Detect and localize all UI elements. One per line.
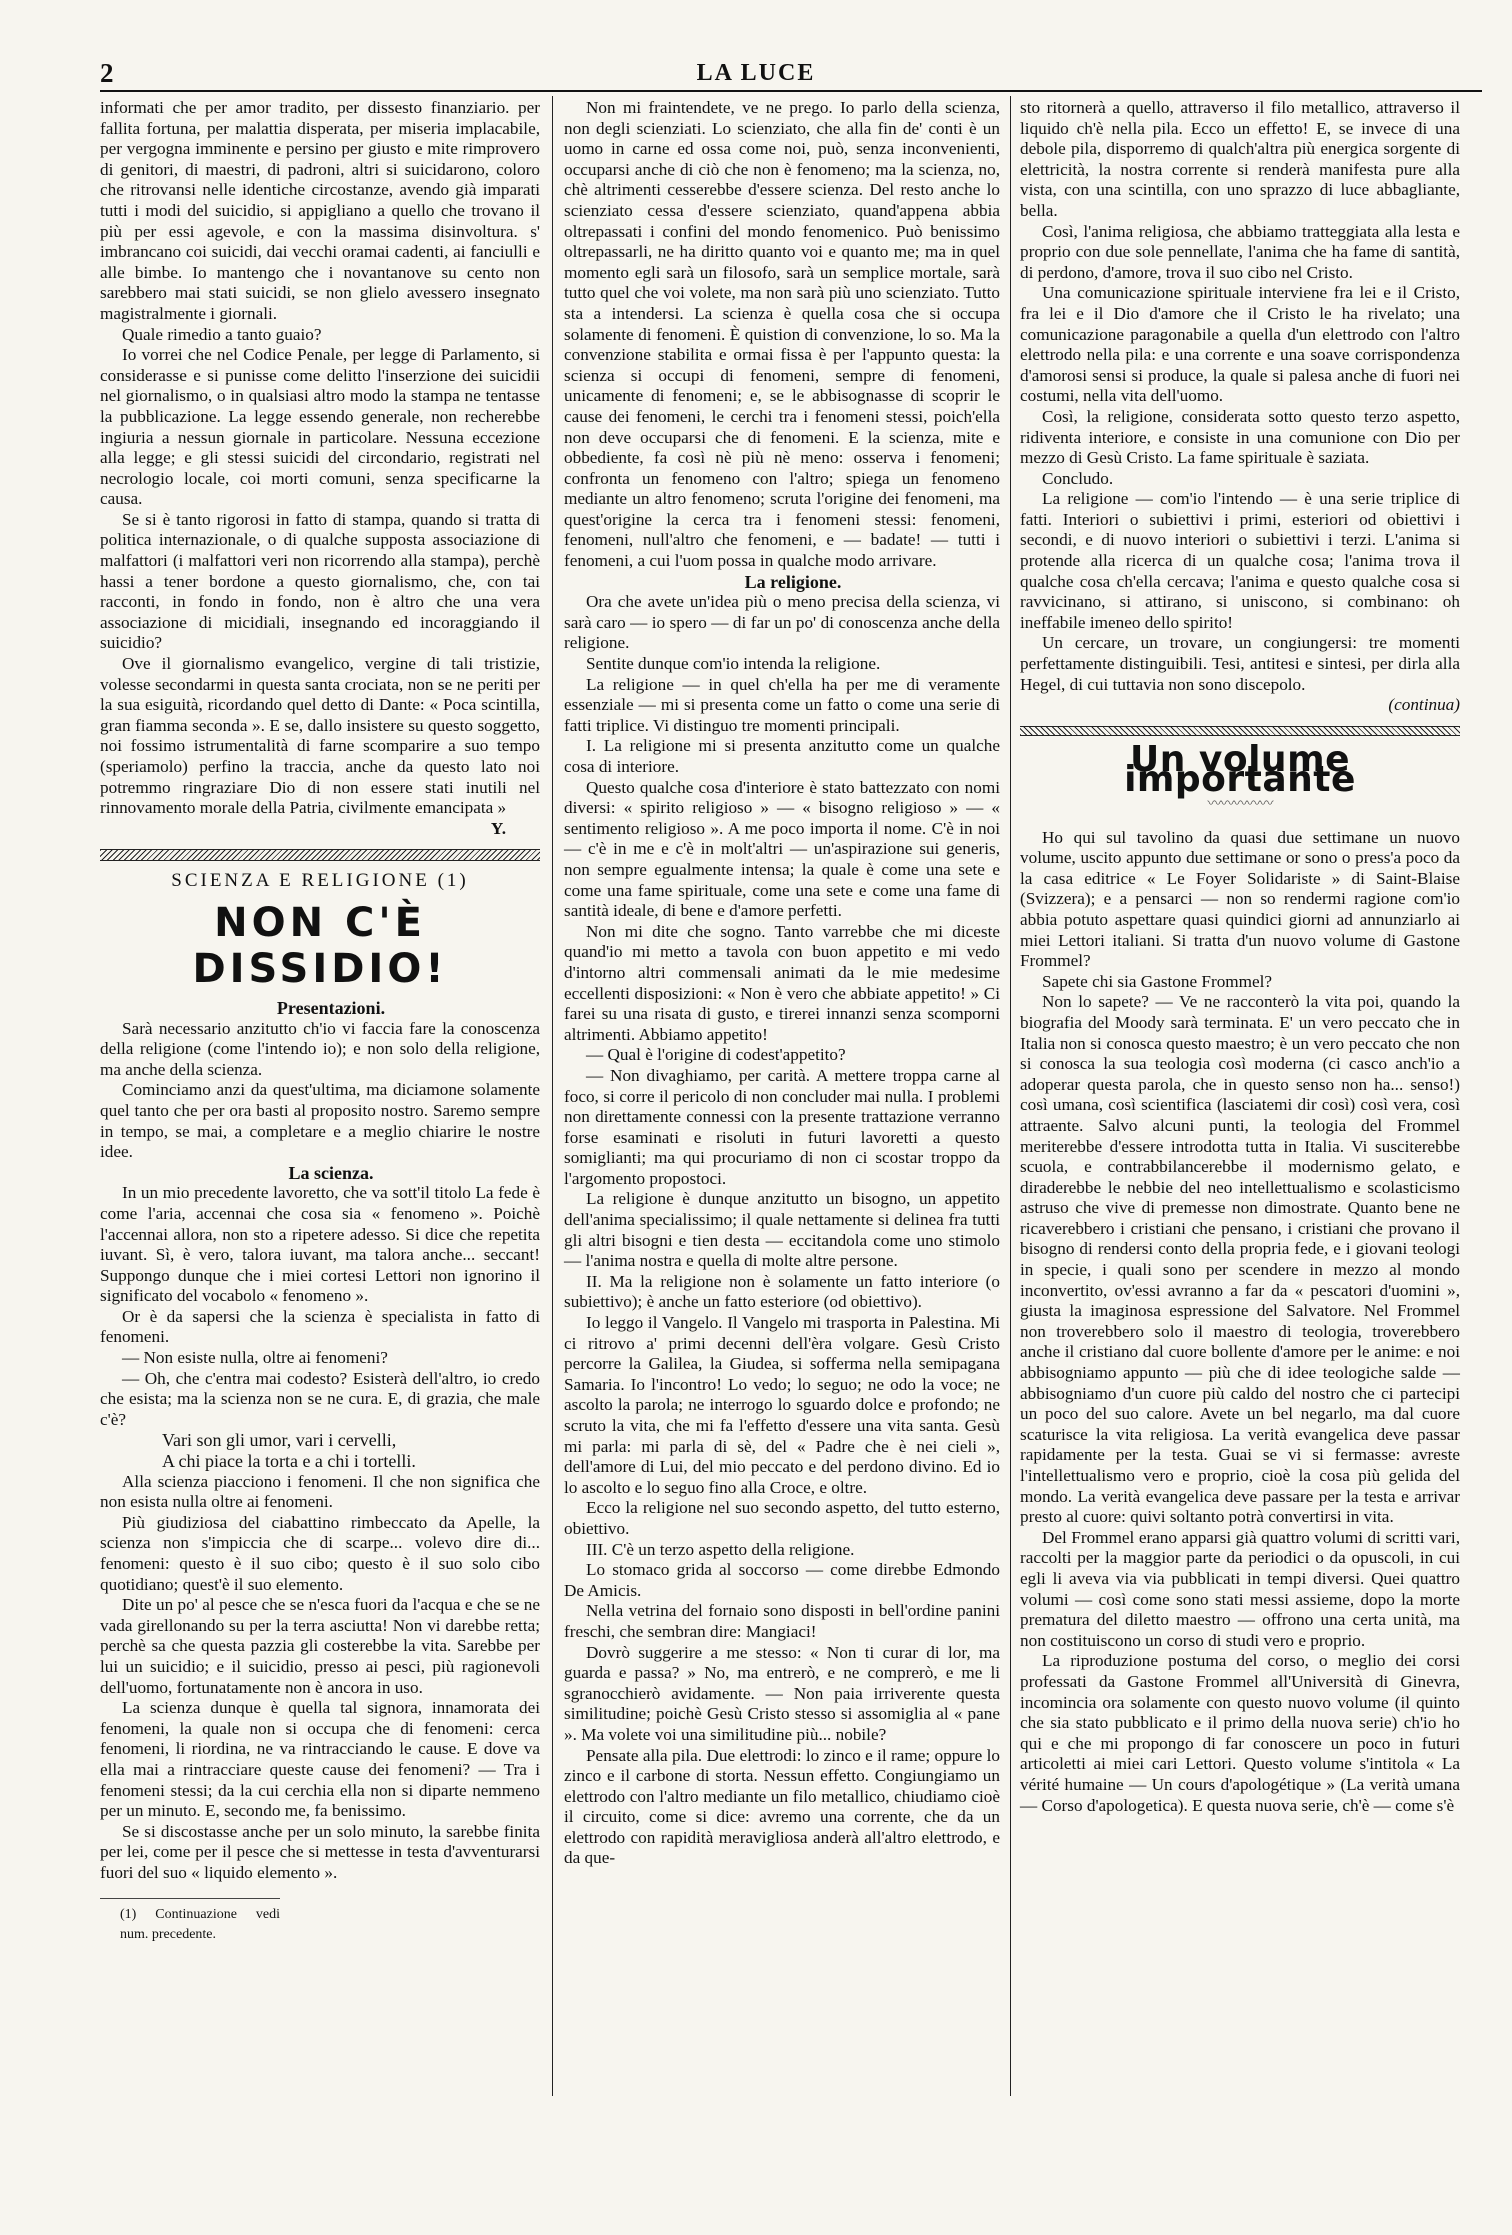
paragraph: Se si discostasse anche per un solo minuto, la sarebbe finita per lei, come per il pesce che si mettesse in testa d'avventurarsi fuori del suo « liquido elemento ». (100, 1821, 540, 1882)
paragraph: Dite un po' al pesce che se n'esca fuori da l'acqua e che se ne vada girellonando su per la terra asciutta! Non vi darebbe retta; perchè sa che questa pazzia gli costerebbe la vita. Sarebbe per lui un suicidio; e il suicidio, presso ai pesci, più ragionevoli dell'uomo, fortunatamente non è ancora in uso. (100, 1595, 540, 1697)
paragraph: Dovrò suggerire a me stesso: « Non ti curar di lor, ma guarda e passa? » No, ma entrerò, e ne comprerò, e me li sgranocchierò avidamente. — Non paia irriverente questa similitudine; poichè Gesù Cristo stesso si assomiglia al « pane ». Ma volete voi una similitudine più... nobile? (564, 1642, 1000, 1744)
paragraph: II. Ma la religione non è solamente un fatto interiore (o subiettivo); è anche un fatto esteriore (od obiettivo). (564, 1271, 1000, 1312)
paragraph: informati che per amor tradito, per dissesto finanziario. per fallita fortuna, per malattia disperata, per miseria implacabile, per vergogna imminente e persino per giusto e mite rimprovero di genitori, di maestri, di padroni, altri si suicidarono, coloro che ritrovansi nelle identiche circostanze, avendo già imparati tutti i modi del suicidio, si appigliano a quello che trovano il più per essi agevole, e con la massima disinvoltura. s' imbrancano coi suicidi, dai vecchi oramai cadenti, ai fanciulli e alle bimbe. Io mantengo che i novantanove su cento non sarebbero mai stati suicidi, se non glielo avessero insegnato magistralmente i giornali. (100, 98, 540, 323)
article-kicker: SCIENZA E RELIGIONE (1) (171, 870, 469, 892)
column-1 (100, 98, 540, 1946)
paragraph: La religione — com'io l'intendo — è una serie triplice di fatti. Interiori o subiettivi i primi, esteriori od obiettivi i secondi, e di nuovo interiori o subiettivi i terzi. L'anima si protende alla ricerca di un qualche cosa; l'anima trova il qualche cosa ch'ella cercava; l'anima e questo qualche cosa si ravvicinano, si attirano, si uniscono, si combinano: oh ineffabile imeneo dello spirito! (1020, 489, 1460, 632)
continued-note: (continua) (1388, 695, 1460, 715)
subheading: La scienza. (288, 1162, 374, 1183)
paragraph: Quale rimedio a tanto guaio? (122, 324, 322, 344)
paragraph: Così, l'anima religiosa, che abbiamo tratteggiata alla lesta e proprio con due sole pennellate, l'anima che ha fame di santità, di perdono, d'amore, trova il suo cibo nel Cristo. (1020, 221, 1460, 282)
masthead: LA LUCE (696, 60, 816, 86)
paragraph: Ora che avete un'idea più o meno precisa della scienza, vi sarà caro — io spero — di far un po' di conoscenza anche della religione. (564, 592, 1000, 653)
paragraph: La religione è dunque anzitutto un bisogno, un appetito dell'anima specialissimo; il quale nettamente si delinea fra tutti gli altri bisogni e tien desta — eccitandola come uno stimolo — l'anima nostra e quella di molte altre persone. (564, 1189, 1000, 1271)
paragraph: sto ritornerà a quello, attraverso il filo metallico, attraverso il liquido ch'è nella pila. Ecco un effetto! E, se invece di una debole pila, disporremo di qualch'altra più energica sorgente di elettricità, la nostra corrente si renderà manifesta pure alla vista, con una scintilla, con uno sprazzo di luce abbagliante, bella. (1020, 98, 1460, 220)
ornamental-rule (1020, 726, 1460, 736)
paragraph: — Oh, che c'entra mai codesto? Esisterà dell'altro, io credo che esista; ma la scienza non se ne cura. E, di grazia, che male c'è? (100, 1368, 540, 1429)
paragraph: III. C'è un terzo aspetto della religione. (586, 1539, 855, 1559)
ornamental-rule (100, 849, 540, 861)
paragraph: Sentite dunque com'io intenda la religione. (586, 654, 881, 674)
paragraph: Più giudiziosa del ciabattino rimbeccato da Apelle, la scienza non s'impiccia che di scarpe... volevo dire di... fenomeni: questo è il suo cibo; questo è il suo solo cibo quotidiano; quest'è il suo elemento. (100, 1512, 540, 1594)
paragraph: Non mi dite che sogno. Tanto varrebbe che mi diceste quand'io mi metto a tavola con buon appetito e mi vedo d'intorno altri commensali animati da le mie medesime eccellenti disposizioni: « Non è vero che abbiate appetito! » Ci farei su una risata di gusto, e tirerei innanzi senza scomporni altrimenti. Abbiamo appetito! (564, 921, 1000, 1044)
subheading: La religione. (744, 571, 842, 592)
column-divider (1010, 96, 1011, 2096)
verse-line: A chi piace la torta e a chi i tortelli. (162, 1451, 416, 1472)
paragraph: Ho qui sul tavolino da quasi due settimane un nuovo volume, uscito appunto due settimane or sono o press'a poco da la casa editrice « Le Foyer Solidariste » di Saint-Blaise (Svizzera); e a pensarci — non so rendermi ragione com'io abbia potuto aspettare quasi quindici giorni ad annunziarlo ai miei Lettori italiani. Si tratta d'un nuovo volume di Gastone Frommel? (1020, 827, 1460, 971)
paragraph: Del Frommel erano apparsi già quattro volumi di scritti vari, raccolti per la maggior parte da periodici o da opuscoli, in cui egli li aveva via via pubblicati in tempi diversi. Quei quattro volumi — così come sono stati messi assieme, dopo la morte prematura del diletto maestro — offrono una certa unità, ma non costituiscono un corso di studi vero e proprio. (1020, 1527, 1460, 1650)
paragraph: In un mio precedente lavoretto, che va sott'il titolo La fede è come l'aria, accennai che cosa sia « fenomeno ». Poichè l'accennai allora, non sto a ripetere adesso. Si dice che repetita iuvant. Sì, è vero, talora iuvant, ma talora anche... seccant! Suppongo dunque che i miei cortesi Lettori non ignorino il significato del vocabolo « fenomeno ». (100, 1183, 540, 1306)
paragraph: Ove il giornalismo evangelico, vergine di tali tristizie, volesse secondarmi in questa santa crociata, non se ne periti per la sua esiguità, ricordando quel detto di Dante: « Poca scintilla, gran fiamma seconda ». E se, dallo insistere su questo soggetto, noi fossimo istrumentalità di farne scomparire a suo tempo (speriamolo) perfino la traccia, anche da questo lato noi potremmo ringraziare Dio di non essere stati inutili nel rinnovamento morale della Patria, civilmente emancipata » (100, 654, 540, 818)
paragraph: La scienza dunque è quella tal signora, innamorata dei fenomeni, la quale non si occupa che di fenomeni: cerca fenomeni, li riordina, ne va rintracciando le cause. E dove va ella mai a rintracciare queste cause dei fenomeni? — Tra i fenomeni stessi; da la cui cerchia ella non si diparte nemmeno per un minuto. E, secondo me, fa benissimo. (100, 1698, 540, 1821)
paragraph: Cominciamo anzi da quest'ultima, ma diciamone solamente quel tanto che per ora basti al proposito nostro. Saremo sempre in tempo, se mai, a completare e a meglio chiarire le nostre idee. (100, 1080, 540, 1162)
signature: Y. (490, 818, 506, 838)
paragraph: Non mi fraintendete, ve ne prego. Io parlo della scienza, non degli scienziati. Lo scienziato, che alla fin de' conti è un uomo in carne ed ossa come noi, può, senza inconvenienti, occuparsi anche di ciò che non è fenomeno; ma la scienza, no, chè altrimenti cesserebbe d'essere scienza. Del resto anche lo scienziato cessa d'essere scienziato, quand'appena abbia oltrepassati i confini del mondo fenomenico. Può benissimo oltrepassarli, ne ha diritto quanto voi e quanto me; ma in quel momento egli sarà un filosofo, sarà un semplice mortale, sarà tutto quel che voi volete, ma non sarà più uno scienziato. Tutto sta a intendersi. La scienza è quella cosa che si occupa solamente di fenomeni. È quistion di convenzione, lo so. Ma la convenzione stabilita e ormai fissa è per l'appunto questa: la scienza si occupi di fenomeni, sempre di fenomeni, unicamente di fenomeni; e, se le abbisognasse di scoprir le cause dei fenomeni, le cerchi tra i fenomeni stessi, poich'ella non deve occuparsi che di fenomeni. E la scienza, mite e obbediente, fa così nè più nè meno: osserva i fenomeni; confronta un fenomeno con l'altro; spiega un fenomeno mediante un altro fenomeno; scruta l'origine dei fenomeni, ma quest'origine la cerca tra i fenomeni stessi: fenomeni, fenomeni, null'altro che fenomeni, e — badate! — tutti i fenomeni, a cui l'uom possa in qualche modo arrivare. (564, 98, 1000, 571)
paragraph: Io leggo il Vangelo. Il Vangelo mi trasporta in Palestina. Mi ci ritrovo a' primi decenni dell'èra volgare. Gesù Cristo percorre la Galilea, la Giudea, si sofferma nella semipagana Samaria. Io l'incontro! Lo vedo; lo seguo; ne odo la voce; ne ascolto la parola; ne interrogo lo sguardo dolce e profondo; ne scruto la vita, che mi fa l'effetto d'essere una vita santa. Gesù mi parla: mi parla di sè, del « Padre che è nei cieli », dell'amore di Lui, del mio peccato e del perdono divino. Ed io lo ascolto e lo seguo fino alla Croce, e oltre. (564, 1313, 1000, 1497)
paragraph: Or è da sapersi che la scienza è specialista in fatto di fenomeni. (100, 1306, 540, 1347)
column-2 (564, 98, 1000, 1869)
paragraph: Sarà necessario anzitutto ch'io vi faccia fare la conoscenza della religione (come l'intendo io); e non solo della religione, ma anche della scienza. (100, 1018, 540, 1079)
paragraph: — Qual è l'origine di codest'appetito? (586, 1045, 846, 1065)
paragraph: Lo stomaco grida al soccorso — come direbbe Edmondo De Amicis. (564, 1560, 1000, 1600)
paragraph: — Non esiste nulla, oltre ai fenomeni? (122, 1348, 388, 1368)
paragraph: — Non divaghiamo, per carità. A mettere troppa carne al foco, si corre il pericolo di non concluder mai nulla. I problemi non direttamente connessi con la presente trattazione verranno forse esaminati e risoluti in futuri lavoretti a questo somiglianti; ma qui procuriamo di non ci scostar troppo da l'argomento propostoci. (564, 1065, 1000, 1188)
paragraph: Se si è tanto rigorosi in fatto di stampa, quando si tratta di politica internazionale, o di qualche supposta associazione di malfattori (i malfattori veri non ricorrendo alla stampa), perchè hassi a tener bordone a questo giornalismo, che, con tai racconti, in fondo in fondo, non è altro che una vera associazione di micidiali, insegnando ed incoraggiando il suicidio? (100, 509, 540, 653)
paragraph: La riproduzione postuma del corso, o meglio dei corsi professati da Gastone Frommel all'Università di Ginevra, incomincia ora solamente con questo nuovo volume (il quinto che sia stato pubblicato e il primo della nuova serie) ch'io ho qui e che mi propongo di far conoscere un poco in futuri articoletti ai miei cari Lettori. Questo volume s'intitola « La vérité humaine — Un cours d'apologétique » (La verità umana — Corso d'apologetica). E questa nuova serie, ch'è — come s'è (1020, 1651, 1460, 1815)
paragraph: Io vorrei che nel Codice Penale, per legge di Parlamento, si considerasse e si punisse come delitto l'inserzione dei suicidii nel giornalismo, o in qualsiasi altro modo la stampa ne tentasse la pubblicazione. La legge essendo generale, non recherebbe ingiuria a nessun giornale in particolare. Nessuna eccezione alla legge; e gli stessi suicidi del circondario, registrati nel necrologio locale, coi morti comuni, senza specificarne la causa. (100, 345, 540, 509)
article-headline: NON C'È DISSIDIO! (192, 899, 448, 992)
paragraph: Nella vetrina del fornaio sono disposti in bell'ordine panini freschi, che sembran dire: Mangiaci! (564, 1601, 1000, 1641)
paragraph: Alla scienza piacciono i fenomeni. Il che non significa che non esista nulla oltre ai fenomeni. (100, 1471, 540, 1512)
paragraph: Una comunicazione spirituale interviene fra lei e il Cristo, fra lei e il Dio d'amore che il Cristo le ha rivelato; una comunicazione paragonabile a quella d'un elettrodo con l'altro elettrodo nella pila: e una corrente e una soave corrispondenza d'amorosi sensi si produce, la quale si palesa anche di fuori nei costumi, nella vita dell'uomo. (1020, 283, 1460, 406)
column-divider (552, 96, 553, 2096)
page-number: 2 (100, 58, 114, 88)
subheading: Presentazioni. (276, 997, 386, 1018)
paragraph: Concludo. (1042, 468, 1114, 488)
paragraph: I. La religione mi si presenta anzitutto come un qualche cosa di interiore. (564, 736, 1000, 776)
paragraph: Un cercare, un trovare, un congiungersi: tre momenti perfettamente distinguibili. Tesi, antitesi e sintesi, per dirla alla Hegel, di cui tuttavia non sono discepolo. (1020, 633, 1460, 694)
header-rule (100, 90, 1482, 92)
paragraph: Ecco la religione nel suo secondo aspetto, del tutto esterno, obiettivo. (564, 1498, 1000, 1538)
paragraph: Non lo sapete? — Ve ne racconterò la vita poi, quando la biografia del Moody sarà terminata. E' un vero peccato che in Italia non si conosca questo maestro; è un vero peccato che non si conosca la sua teologia così moderna (ci casco anch'io a adoperar questa parola, che in questo senso non ha... senso!) così umana, così scientifica (lasciatemi dir così) così vera, così attraente. Salvo alcuni punti, la teologia del Frommel meriterebbe d'essere introdotta tutta in Italia. Vi susciterebbe scuola, e contrabbilancerebbe il modernismo gelato, e diraderebbe le nebbie del neo intellettualismo e scolasticismo astruso che vive di premesse non dimostrate. Quanto bene ne ricaverebbero i cristiani che pensano, i cristiani che provano il bisogno di rendersi conto della propria fede, e i giovani teologi in specie, i quali sono per scendere in mezzo al mondo inconvertito, ov'essi avranno a far da « pescatori d'uomini », giusta la imaginosa espressione del Salvatore. Nel Frommel non troverebbero solo il maestro di teologia, troverebbero anche il cristiano dal cuore bollente d'amore per le anime: e noi abbisogniamo appunto — più che di idee teologiche salde — abbisogniamo d'un cuore più caldo del nostro che ci partecipi un poco del suo calore. Avete un bel negarlo, ma dal cuore scaturisce la vita religiosa. La verità evangelica deve passar rapidamente per la testa. Guai se vi si fermasse: avreste l'intellettualismo vero e proprio, cioè la cosa più gelida del mondo. La verità evangelica deve passare per la testa e arrivar presto al cuore: quivi soltanto potrà convertirsi in vita. (1020, 992, 1460, 1527)
paragraph: Pensate alla pila. Due elettrodi: lo zinco e il rame; oppure lo zinco e il carbone di storta. Nessun effetto. Congiungiamo un elettrodo con l'altro mediante un filo metallico, chiudiamo cioè il circuito, come si dice: avremo una corrente, che da un elettrodo con rapidità meravigliosa anderà all'altro elettrodo, e da que- (564, 1745, 1000, 1868)
paragraph: Questo qualche cosa d'interiore è stato battezzato con nomi diversi: « spirito religioso » — « bisogno religioso » — « sentimento religioso ». A me poco importa il nome. C'è in noi — c'è in me e c'è in molt'altri — un'aspirazione sui generis, non sempre egualmente intensa; la quale è come una sete e come una fame spirituale, come una sete e come una fame di santità ideale, di bene e d'amore perfetti. (564, 777, 1000, 921)
paragraph: La religione — in quel ch'ella ha per me di veramente essenziale — mi si presenta come un fatto o come una serie di fatti triplice. Vi distinguo tre momenti principali. (564, 674, 1000, 735)
paragraph: Sapete chi sia Gastone Frommel? (1042, 971, 1273, 991)
paragraph: Così, la religione, considerata sotto questo terzo aspetto, ridiventa interiore, e consiste in una comunione con Dio per mezzo di Gesù Cristo. La fame spirituale è saziata. (1020, 406, 1460, 468)
column-3 (1020, 98, 1460, 1816)
headline-flourish: 〰〰〰〰〰 (1207, 797, 1273, 812)
verse-line: Vari son gli umor, vari i cervelli, (162, 1430, 397, 1451)
footnote: (1) Continuazione vedi num. precedente. (100, 1898, 280, 1946)
article-headline: Un volume importante (1124, 738, 1356, 801)
